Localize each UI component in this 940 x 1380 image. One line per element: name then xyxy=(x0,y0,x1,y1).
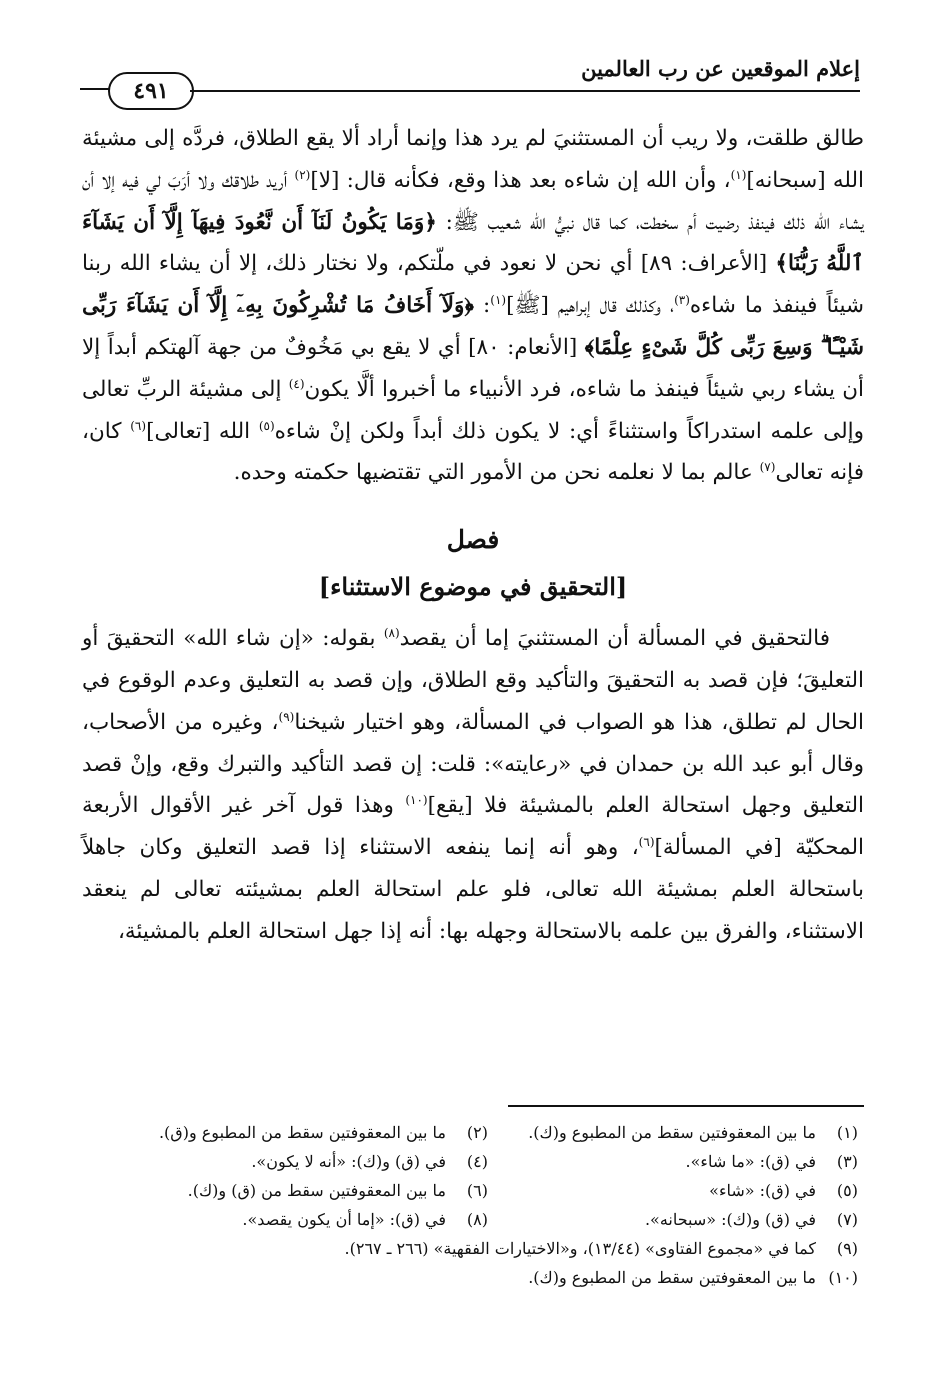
text-run: : xyxy=(473,293,491,319)
header-rule-left xyxy=(80,88,110,90)
footnote-number: (٨) xyxy=(466,1210,488,1229)
text-run: وهذا قول آخر غير الأقوال الأربعة المحكيّة [في المسألة] xyxy=(82,793,865,861)
footnote-ref: (٩) xyxy=(278,709,295,724)
text-run: طالق طلقت، ولا ريب أن المستثنيَ لم يرد هذا وإنما أراد ألا يقع الطلاق، فردَّه إلى مشيئة الله [سبحانه] xyxy=(82,126,864,193)
header-rule xyxy=(190,90,860,92)
page-number: ٤٩١ xyxy=(133,78,169,104)
footnote-text: ما بين المعقوفتين سقط من المطبوع و(ك). xyxy=(528,1268,816,1287)
footnote-9 xyxy=(345,1234,858,1263)
footnote-ref: (٧) xyxy=(759,460,776,475)
footnote-text: في (ق): «إما أن يكون يقصد». xyxy=(242,1210,446,1229)
footnote-5 xyxy=(488,1176,858,1205)
footnote-7 xyxy=(488,1205,858,1234)
text-run: ، وغيره من الأصحاب، وقال أبو عبد الله بن حمدان في «رعايته»: قلت: إن قصد التأكيد والتبرك وقع، وإنْ قصد التعليق وجهل استحالة العلم بالمشيئة فلا [يقع] xyxy=(82,709,864,819)
text-run: كان، فإنه تعالى xyxy=(82,418,864,486)
footnote-number: (٣) xyxy=(836,1152,858,1171)
footnote-ref: (٤) xyxy=(288,376,305,391)
footnote-ref: (٦) xyxy=(638,835,655,849)
footnote-row xyxy=(76,1234,858,1263)
footnote-ref: (١) xyxy=(490,293,507,308)
footnote-8 xyxy=(118,1205,488,1234)
footnote-text: ما بين المعقوفتين سقط من المطبوع و(ك). xyxy=(528,1123,816,1142)
text-run: إلى مشيئة الربِّ تعالى وإلى علمه استدراكاً واستثناءً أي: لا يكون ذلك أبداً ولكن إنْ شاءه xyxy=(82,376,864,444)
footnote-number: (٢) xyxy=(466,1123,488,1142)
text-run: بقوله: «إن شاء الله» التحقيقَ أو التعليقَ؛ فإن قصد به التحقيقَ والتأكيد وقع الطلاق، وإن قصد به التعليق وعدم الوقوع في الحال لم تطلق، هذا هو الصواب في المسألة، وهو اختيار شيخنا xyxy=(82,626,864,735)
footnote-3 xyxy=(488,1147,858,1176)
footnote-row xyxy=(76,1147,858,1176)
paragraph-2 xyxy=(82,618,864,952)
text-run: ، وكذلك قال إبراهيم [ﷺ] xyxy=(506,293,675,319)
footnote-text: في (ق) و(ك): «أنه لا يكون». xyxy=(251,1152,446,1171)
footnote-number: (٦) xyxy=(466,1181,488,1200)
footnote-text: في (ق) و(ك): «سبحانه». xyxy=(644,1210,816,1229)
text-run: الله [تعالى] xyxy=(146,418,259,444)
footnote-1 xyxy=(488,1118,858,1147)
footnote-text: في (ق): «ما شاء». xyxy=(685,1152,816,1171)
quran-verse: ﴿وَلَآ أَخَافُ مَا تُشْرِكُونَ بِهِۦٓ إِلَّآ أَن يَشَآءَ رَبِّى شَيْـًٔا ۗ وَسِعَ رَبِّى كُلَّ شَىْءٍ عِلْمًا﴾ xyxy=(82,293,864,360)
footnote-ref: (٢) xyxy=(294,167,311,182)
footnote-4 xyxy=(118,1147,488,1176)
footnote-row xyxy=(76,1205,858,1234)
running-title: إعلام الموقعين عن رب العالمين xyxy=(581,56,860,81)
footnote-rule xyxy=(508,1105,864,1107)
page-number-badge xyxy=(108,72,194,110)
footnote-ref: (٨) xyxy=(383,626,400,641)
footnote-row xyxy=(76,1176,858,1205)
text-run: أريد طلاقك ولا أرَبَ لي فيه إلا أن يشاء الله ذلك فينفذ رضيت أم سخطت، كما قال نبيُّ الله شعيب ﷺ: xyxy=(82,167,864,235)
footnote-text: في (ق): «شاء» xyxy=(709,1181,816,1200)
main-text xyxy=(82,118,864,953)
text-run: ، وهو أنه إنما ينفعه الاستثناء إذا قصد التعليق وكان جاهلاً باستحالة العلم بمشيئة الله تعالى، فلو علم استحالة العلم بمشيئته تعالى لم ينعقد الاستثناء، والفرق بين علمه بالاستحالة وجهله بها: أنه إذا جهل استحالة العلم بالمشيئة، xyxy=(82,835,864,944)
footnote-number: (٥) xyxy=(836,1181,858,1200)
footnote-text: ما بين المعقوفتين سقط من المطبوع و(ق). xyxy=(158,1123,446,1142)
text-run: عالم بما لا نعلمه نحن من الأمور التي تقتضيها حكمته وحده. xyxy=(233,460,760,486)
footnote-ref: (١٠) xyxy=(405,793,428,808)
footnote-number: (٤) xyxy=(466,1152,488,1171)
section-heading: فصل xyxy=(446,525,500,555)
text-run: ، وأن الله إن شاءه بعد هذا وقع، فكأنه قال: [لا] xyxy=(310,167,731,193)
footnote-text: ما بين المعقوفتين سقط من (ق) و(ك). xyxy=(187,1181,446,1200)
text-run: [الأعراف: ٨٩] أي نحن لا نعود في ملّتكم، ولا نختار ذلك، إلا أن يشاء الله ربنا شيئاً فينفذ ما شاءه xyxy=(82,251,865,319)
footnote-ref: (٥) xyxy=(258,418,275,433)
paragraph-1 xyxy=(82,118,864,494)
footnote-number: (٩) xyxy=(836,1239,858,1258)
footnote-ref: (٣) xyxy=(674,293,690,308)
footnote-text: كما في «مجموع الفتاوى» (١٣/٤٤)، و«الاختيارات الفقهية» (٢٦٦ ـ ٢٦٧). xyxy=(344,1239,816,1258)
footnote-number: (١٠) xyxy=(828,1268,858,1287)
footnote-number: (٧) xyxy=(836,1210,858,1229)
footnote-10 xyxy=(528,1263,858,1292)
footnote-6 xyxy=(118,1176,488,1205)
footnote-number: (١) xyxy=(836,1123,858,1142)
text-run: [الأنعام: ٨٠] أي لا يقع بي مَخُوفٌ من جهة آلهتكم أبداً إلا أن يشاء ربي شيئاً فينفذ ما شاءه، فرد الأنبياء ما أخبروا ألَّا يكون xyxy=(82,334,864,402)
footnote-row xyxy=(76,1263,858,1292)
footnote-row xyxy=(76,1118,858,1147)
quran-verse: ﴿وَمَا يَكُونُ لَنَآ أَن نَّعُودَ فِيهَآ إِلَّآ أَن يَشَآءَ ٱللَّهُ رَبُّنَا﴾ xyxy=(82,209,864,277)
section-subtitle: [التحقيق في موضوع الاستثناء] xyxy=(318,572,628,602)
footnote-ref: (٦) xyxy=(130,418,147,433)
footnote-ref: (١) xyxy=(730,167,747,182)
text-run: فالتحقيق في المسألة أن المستثنيَ إما أن يقصد xyxy=(399,626,830,652)
footnotes xyxy=(76,1118,858,1292)
footnote-2 xyxy=(118,1118,488,1147)
